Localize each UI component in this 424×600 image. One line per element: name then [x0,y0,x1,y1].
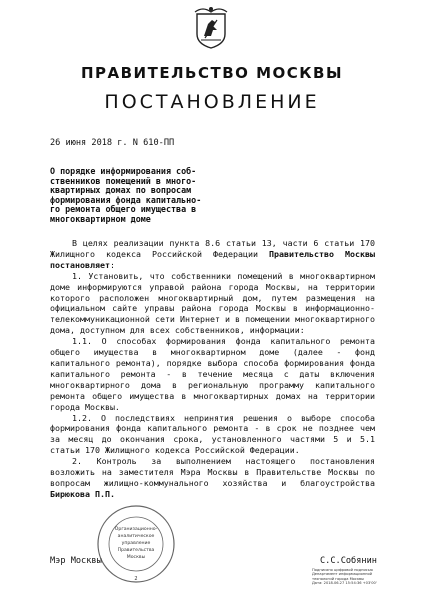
subject-line: О порядке информирования соб- [50,166,197,176]
decree-subject [50,167,250,225]
subject-line: квартирных домах по вопросам [50,185,192,196]
document-type: ПОСТАНОВЛЕНИЕ [104,91,320,113]
clause-2 [50,456,375,500]
digital-signature-note [312,568,422,585]
subject-line: го ремонта общего имущества в [50,204,197,215]
decree-body [50,238,375,500]
clause-1-2: 1.2. О последствиях непринятия решения о выборе способа формирования фонда капитального ремонта - в срок не позднее чем за месяц до окончания срока, установленного частями 5 и 5.1 статьи 170 Жилищного кодекса Российской Федерации. [50,412,375,456]
subject-line: формирования фонда капитально- [50,194,202,205]
signature-note-line: технологий города Москвы [312,576,364,581]
clause-2-bold: Бирюкова П.П. [50,488,115,499]
preamble-text: В целях реализации пункта 8.6 статьи 13, части 6 статьи 170 Жилищного кодекса Российской Федерации [50,238,375,259]
stamp-line: Москвы [126,555,146,560]
preamble-end: : [109,259,115,270]
preamble-paragraph [50,238,375,271]
decree-date-number: 26 июня 2018 г. N 610-ПП [50,138,175,148]
signature-note-line: Дата: 2018.06.27 15:54:36 +03'00' [312,580,377,585]
moscow-coat-of-arms-emblem [193,6,229,50]
stamp-line: Организационно- [114,527,158,532]
signatory-name: С.С.Собянин [320,556,377,566]
signature-note-line: Подписано цифровой подписью [312,568,373,572]
preamble-bold: Правительство Москвы постановляет [50,248,376,270]
clause-2-text: 2. Контроль за выполнением настоящего постановления возложить на заместителя Мэра Москвы в Правительстве Москвы по вопросам жилищно-коммунального хозяйства и благоустройства [50,456,375,488]
government-name: ПРАВИТЕЛЬСТВО МОСКВЫ [80,64,344,82]
stamp-line: Правительства [117,548,155,553]
stamp-line: аналитическое [117,534,155,539]
stamp-number: 2 [134,576,138,582]
clause-1: 1. Установить, что собственники помещений в многоквартирном доме информируются управой района города Москвы, на территории которого расположен многоквартирный дом, путем размещения на официальном сайте управы района города Москвы в информационно-телекоммуникационной сети Интернет и в помещении многоквартирного дома, доступном для всех собственников, информации: [50,270,375,336]
signature-note-line: Департамент информационной [312,572,373,577]
subject-line: ственников помещений в много- [50,175,197,186]
subject-line: многоквартирном доме [50,213,151,224]
stamp-line: управление [121,541,151,546]
official-stamp-seal [96,504,176,584]
signatory-title: Мэр Москвы [50,556,102,566]
clause-1-1: 1.1. О способах формирования фонда капитального ремонта общего имущества в многоквартирном доме (далее - фонд капитального ремонта), порядке выбора способа формирования фонда капитального ремонта - в течение месяца с даты включения многоквартирного дома в региональную программу капитального ремонта общего имущества в многоквартирных домах на территории города Москвы. [50,336,375,412]
